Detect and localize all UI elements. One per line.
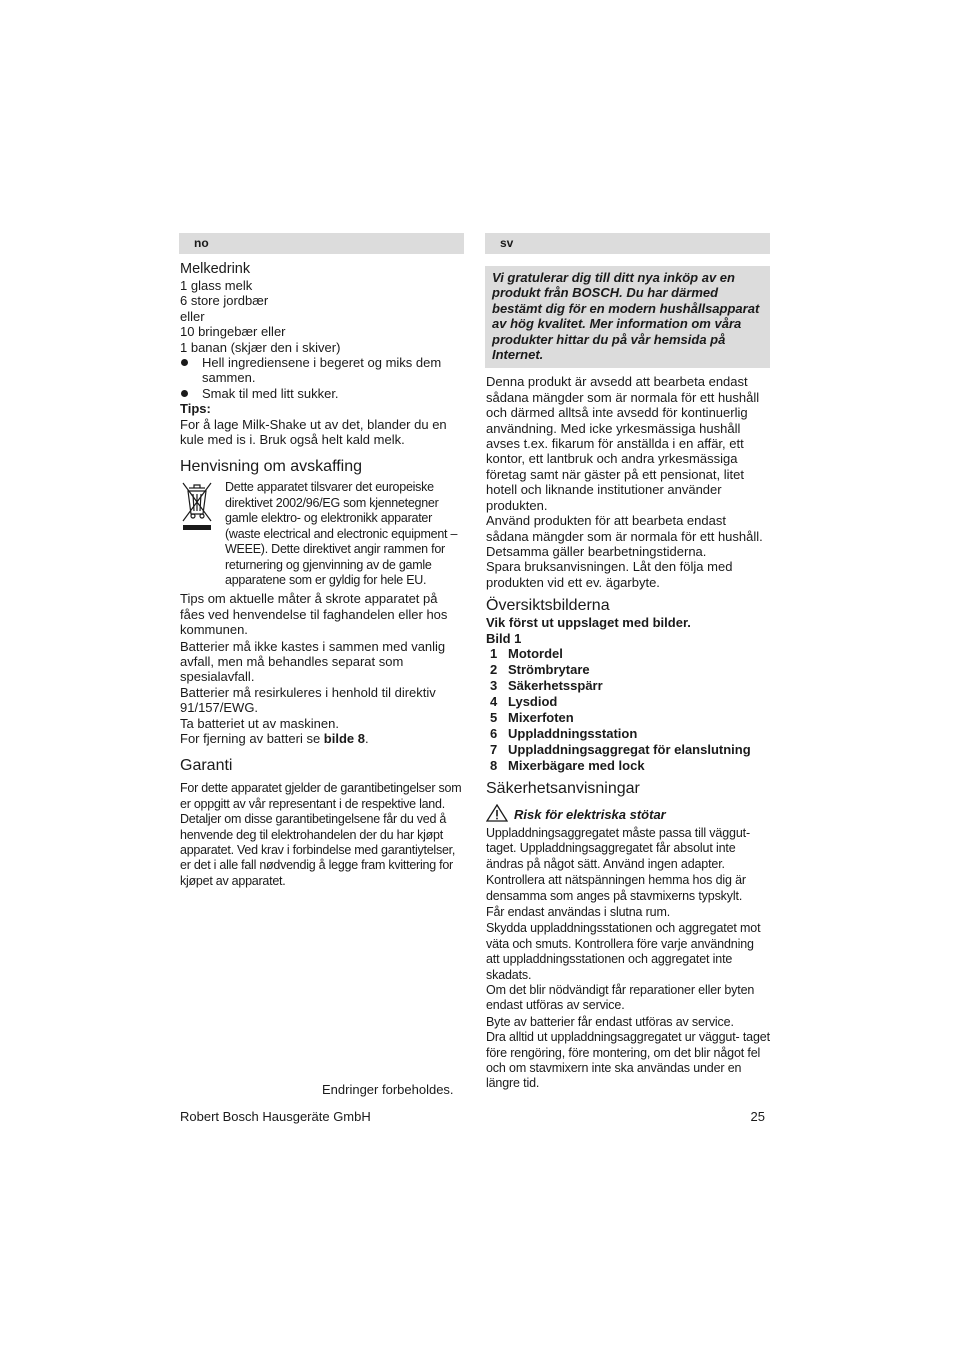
electric-shock-warning: Risk för elektriska stötar [486,804,770,826]
usage-paragraph: Denna produkt är avsedd att bearbeta endast sådana mängder som är normala för ett hushåll och därmed alltså inte avsedd för kontinuerlig användning. Med icke yrkesmässiga hushåll avses t.ex. fikarum för anställda i en affär, ett kontor, ett lantbruk och andra yrkesmässiga företag samt när gäster på ett pensionat, litet hotell och liknande institutioner använder produkten. [486,374,760,513]
safety-heading: Säkerhetsanvisningar [486,779,640,797]
tips-label: Tips: [180,401,211,417]
disposal-paragraph: For fjerning av batteri se bilde 8. [180,730,369,746]
disposal-heading: Henvisning om avskaffing [180,458,363,476]
part-item: 4 Lysdiod [490,693,558,709]
step-item: Hell ingrediensene i begeret og miks dem sammen. [180,355,464,386]
overview-heading: Översiktsbilderna [486,597,610,615]
milk-drink-heading: Melkedrink [180,261,251,277]
intro-box: Vi gratulerar dig till ditt nya inköp av en produkt från BOSCH. Du har därmed bestämt dig för en modern hushållsapparat av hög kvalitet. Mer information om våra produkter hittar du på vår hemsida på Internet. [485,266,770,368]
warranty-text: For dette apparatet gjelder de garantibetingelser som er oppgitt av vår representant i de respektive land. Detaljer om disse garantibetingelsene får du ved å henvende deg til elektrohandelen der du har kjøpt apparatet. Ved krav i forbindelse med garantiytelser, er det i alle fall nødvendig å legge fram kvittering for kjøpet av apparatet. [180,781,462,888]
language-bar-no: no [179,233,464,254]
ingredient-item: 10 bringebær eller [180,324,286,340]
safety-paragraph: Byte av batterier får endast utföras av service. [486,1014,734,1029]
tips-text: For å lage Milk-Shake ut av det, blander du en kule med is i. Bruk også helt kald melk. [180,416,447,448]
warning-triangle-icon [486,804,514,826]
changes-reserved-note: Endringer forbeholdes. [322,1082,454,1097]
bullet-icon [180,386,202,401]
column-norwegian [180,233,464,889]
safety-paragraph: Skydda uppladdningsstationen och aggregatet mot väta och smuts. Kontrollera före varje användning att uppladdningsstationen och aggregatet inte skadats. [486,921,761,982]
disposal-paragraph: Ta batteriet ut av maskinen. [180,715,339,731]
ingredient-item: 6 store jordbær [180,293,269,309]
warranty-heading: Garanti [180,757,233,775]
usage-paragraph: Använd produkten för att bearbeta endast sådana mängder som är normala för ett hushåll. Detsamma gäller bearbetningstiderna. [486,513,763,559]
ingredient-list [180,278,464,355]
parts-list [486,646,770,774]
part-item: 3 Säkerhetsspärr [490,677,603,693]
weee-block [180,480,464,588]
figure-reference: bilde 8 [323,730,365,746]
ingredient-item: 1 banan (skjær den i skiver) [180,339,341,355]
part-item: 2 Strömbrytare [490,661,590,677]
safety-paragraph: Om det blir nödvändigt får reparationer eller byten endast utföras av service. [486,983,755,1013]
disposal-paragraph: Tips om aktuelle måter å skrote apparatet på fåes ved henvendelse til faghandelen eller hos kommunen. [180,591,448,638]
safety-paragraph: Dra alltid ut uppladdningsaggregatet ur väggut- taget före rengöring, före montering, om det blir något fel och om stavmixern inte ska användas under en längre tid. [486,1030,770,1091]
usage-paragraph: Spara bruksanvisningen. Låt den följa med produkten vid ett ev. ägarbyte. [486,559,733,590]
safety-paragraph: Får endast användas i slutna rum. [486,904,671,919]
disposal-paragraph: Batterier må resirkuleres i henhold til direktiv 91/157/EWG. [180,684,436,716]
bullet-icon [180,355,202,386]
ingredient-item: 1 glass melk [180,278,253,293]
figure-label: Bild 1 [486,630,522,646]
safety-paragraph: Uppladdningsaggregatet måste passa till väggut- taget. Uppladdningsaggregatet får absolut inte ändras på något sätt. Använd ingen adapter. [486,825,750,871]
safety-paragraph: Kontrollera att nätspänningen hemma hos dig är densamma som anges på stavmixerns typskylt. [486,873,746,903]
disposal-paragraph: Batterier må ikke kastes i sammen med vanlig avfall, men må behandles separat som spesialavfall. [180,638,446,685]
part-item: 5 Mixerfoten [490,709,574,725]
weee-bin-icon [180,480,225,588]
overview-subheading: Vik först ut uppslaget med bilder. [486,615,691,631]
step-item: Smak til med litt sukker. [180,386,464,401]
ingredient-item: eller [180,308,205,324]
footer-company: Robert Bosch Hausgeräte GmbH [180,1109,371,1124]
language-bar-sv: sv [485,233,770,254]
weee-text: Dette apparatet tilsvarer det europeiske direktivet 2002/96/EG som kjennetegner gamle elektro- og elektronikk apparater (waste electrical and electronic equipment – WEEE). Dette direktivet angir rammen for returnering og gjenvinning av de gamle apparatene som er gyldig for hele EU. [225,480,458,587]
part-item: 6 Uppladdningsstation [490,725,638,741]
part-item: 1 Motordel [490,645,563,661]
column-swedish [486,233,770,1092]
part-item: 8 Mixerbägare med lock [490,757,645,773]
page-number: 25 [750,1109,765,1124]
part-item: 7 Uppladdningsaggregat för elanslutning [490,741,751,757]
